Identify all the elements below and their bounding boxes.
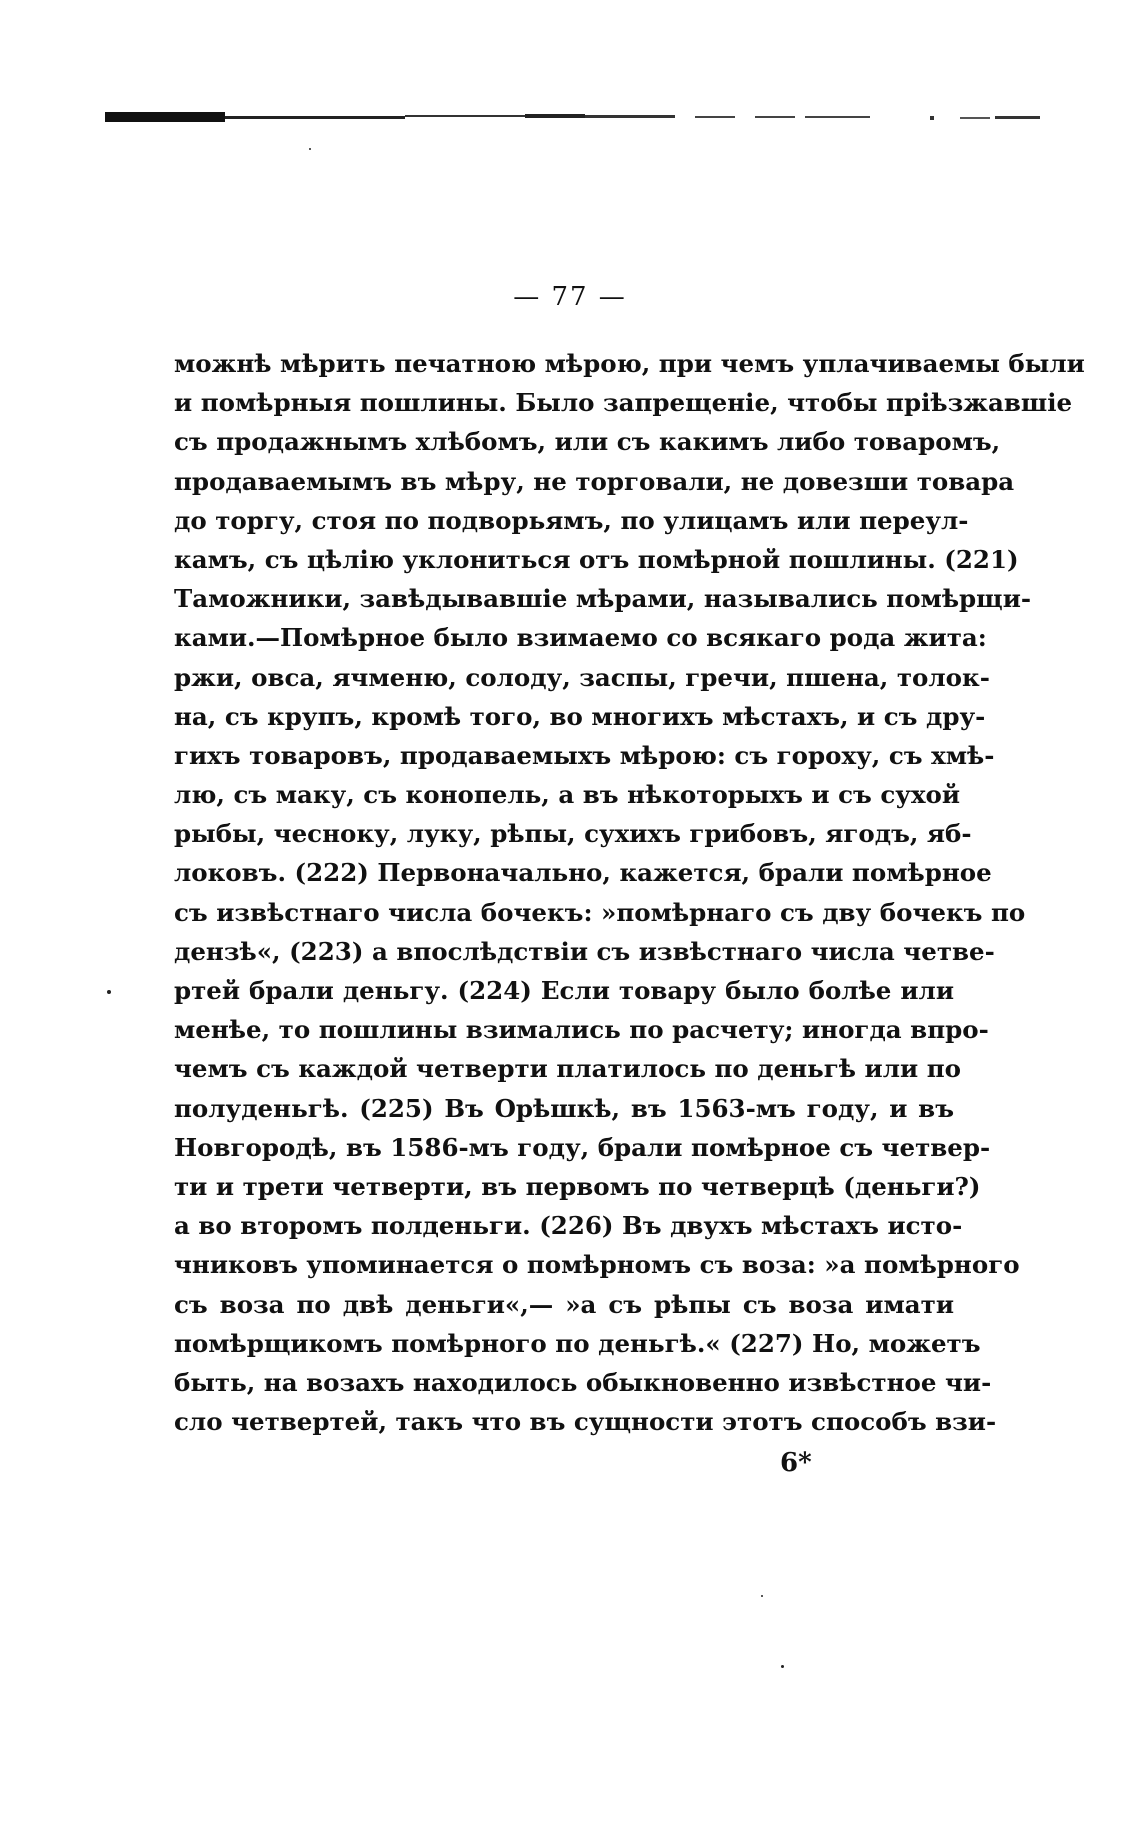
text-line: а во второмъ полденьги. (226) Въ двухъ мѣстахъ исто-	[174, 1211, 963, 1241]
text-line: камъ, съ цѣлію уклониться отъ помѣрной пошлины. (221)	[174, 544, 1019, 574]
text-line: помѣрщикомъ помѣрного по деньгѣ.« (227) Но, можетъ	[174, 1328, 981, 1358]
text-line: ртей брали деньгу. (224) Если товару было болѣе или	[174, 976, 954, 1005]
margin-speck	[107, 990, 111, 994]
text-line: дензѣ«, (223) а впослѣдствіи съ извѣстнаго числа четве-	[174, 936, 995, 966]
text-line: до торгу, стоя по подворьямъ, по улицамъ или переул-	[174, 505, 969, 535]
text-line: лю, съ маку, съ конопель, а въ нѣкоторыхъ и съ сухой	[174, 780, 961, 810]
text-line: ками.—Помѣрное было взимаемо со всякаго рода жита:	[174, 623, 987, 653]
body-text	[174, 344, 1085, 1441]
signature-mark: 6*	[780, 1448, 812, 1478]
text-line: гихъ товаровъ, продаваемыхъ мѣрою: съ гороху, съ хмѣ-	[174, 740, 995, 770]
margin-speck	[309, 148, 311, 150]
text-line: съ продажнымъ хлѣбомъ, или съ какимъ либо товаромъ,	[174, 427, 1001, 457]
text-line: и помѣрныя пошлины. Было запрещеніе, чтобы пріѣзжавшіе	[174, 388, 1073, 418]
text-line: съ воза по двѣ деньги«,— »а съ рѣпы съ воза имати	[174, 1289, 954, 1319]
text-line: чниковъ упоминается о помѣрномъ съ воза: »а помѣрного	[174, 1250, 1020, 1280]
text-line: менѣе, то пошлины взимались по расчету; иногда впро-	[174, 1015, 989, 1045]
margin-speck	[781, 1665, 784, 1668]
text-line: полуденьгѣ. (225) Въ Орѣшкѣ, въ 1563-мъ году, и въ	[174, 1093, 954, 1123]
text-line: на, съ крупъ, кромѣ того, во многихъ мѣстахъ, и съ дру-	[174, 701, 986, 731]
text-line: Таможники, завѣдывавшіе мѣрами, назывались помѣрщи-	[174, 584, 1032, 614]
text-line: съ извѣстнаго числа бочекъ: »помѣрнаго съ дву бочекъ по	[174, 897, 1026, 927]
text-line: ржи, овса, ячменю, солоду, заспы, гречи, пшена, толок-	[174, 662, 990, 692]
margin-speck	[761, 1595, 763, 1597]
text-line: локовъ. (222) Первоначально, кажется, брали помѣрное	[174, 858, 992, 888]
text-line: сло четвертей, такъ что въ сущности этотъ способъ взи-	[174, 1407, 997, 1437]
text-line: быть, на возахъ находилось обыкновенно извѣстное чи-	[174, 1367, 992, 1397]
page-number: — 77 —	[513, 282, 627, 312]
text-line: ти и трети четверти, въ первомъ по четверцѣ (деньги?)	[174, 1171, 981, 1201]
scanned-header-rule-right	[930, 115, 1040, 121]
text-line: рыбы, чесноку, луку, рѣпы, сухихъ грибовъ, ягодъ, яб-	[174, 819, 972, 849]
text-line: можнѣ мѣрить печатною мѣрою, при чемъ уплачиваемы были	[174, 349, 1085, 378]
text-line: продаваемымъ въ мѣру, не торговали, не довезши товара	[174, 466, 1015, 496]
text-line: чемъ съ каждой четверти платилось по деньгѣ или по	[174, 1054, 961, 1084]
text-line: Новгородѣ, въ 1586-мъ году, брали помѣрное съ четвер-	[174, 1132, 991, 1162]
scanned-header-rule	[105, 110, 870, 124]
